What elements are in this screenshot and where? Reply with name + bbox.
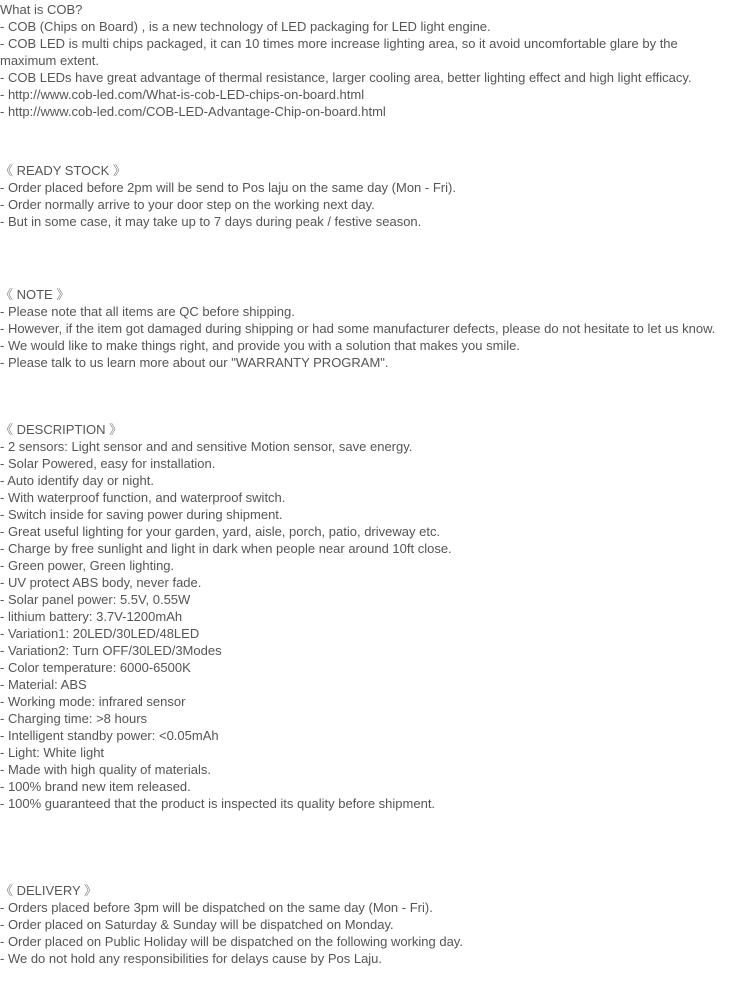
cob-line: - COB LEDs have great advantage of thermal resistance, larger cooling area, better lighting effect and high light efficacy. xyxy=(0,70,692,85)
cob-line: - COB (Chips on Board) , is a new technology of LED packaging for LED light engine. xyxy=(0,19,491,34)
note-line: - However, if the item got damaged during shipping or had some manufacturer defects, please do not hesitate to let us know. xyxy=(0,321,716,336)
what-is-cob-section xyxy=(0,1,735,120)
what-is-cob-title: What is COB? xyxy=(0,2,83,17)
delivery-line: - Order placed on Saturday & Sunday will be dispatched on Monday. xyxy=(0,917,394,932)
delivery-line: - We do not hold any responsibilities for delays cause by Pos Laju. xyxy=(0,951,383,966)
description-line: - Switch inside for saving power during shipment. xyxy=(0,507,283,522)
description-title: 《 DESCRIPTION 》 xyxy=(0,422,123,437)
ready-stock-title: 《 READY STOCK 》 xyxy=(0,163,126,178)
description-line: - Made with high quality of materials. xyxy=(0,762,211,777)
description-line: - Charge by free sunlight and light in dark when people near around 10ft close. xyxy=(0,541,452,556)
section-spacer xyxy=(0,120,735,162)
note-line: - Please note that all items are QC before shipping. xyxy=(0,304,295,319)
description-line: - Variation1: 20LED/30LED/48LED xyxy=(0,626,200,641)
section-spacer xyxy=(0,230,735,286)
description-line: - Charging time: >8 hours xyxy=(0,711,148,726)
note-section xyxy=(0,286,735,371)
section-spacer xyxy=(0,812,735,882)
ready-stock-section xyxy=(0,162,735,230)
description-line: - 100% brand new item released. xyxy=(0,779,191,794)
description-line: - Working mode: infrared sensor xyxy=(0,694,186,709)
description-line: - Light: White light xyxy=(0,745,105,760)
note-line: - Please talk to us learn more about our "WARRANTY PROGRAM". xyxy=(0,355,389,370)
ready-stock-line: - Order placed before 2pm will be send to Pos laju on the same day (Mon - Fri). xyxy=(0,180,456,195)
delivery-line: - Order placed on Public Holiday will be dispatched on the following working day. xyxy=(0,934,463,949)
description-line: - UV protect ABS body, never fade. xyxy=(0,575,202,590)
description-line: - Color temperature: 6000-6500K xyxy=(0,660,191,675)
description-line: - 100% guaranteed that the product is inspected its quality before shipment. xyxy=(0,796,436,811)
description-line: - Variation2: Turn OFF/30LED/3Modes xyxy=(0,643,222,658)
description-line: - Intelligent standby power: <0.05mAh xyxy=(0,728,219,743)
cob-link-line: - http://www.cob-led.com/What-is-cob-LED-chips-on-board.html xyxy=(0,87,365,102)
cob-line: - COB LED is multi chips packaged, it can 10 times more increase lighting area, so it avoid uncomfortable glare by the maximum extent. xyxy=(0,36,678,68)
delivery-line: - Orders placed before 3pm will be dispatched on the same day (Mon - Fri). xyxy=(0,900,433,915)
description-line: - Material: ABS xyxy=(0,677,87,692)
note-title: 《 NOTE 》 xyxy=(0,287,70,302)
note-line: - We would like to make things right, and provide you with a solution that makes you smile. xyxy=(0,338,521,353)
ready-stock-line: - But in some case, it may take up to 7 days during peak / festive season. xyxy=(0,214,422,229)
delivery-section xyxy=(0,882,735,967)
description-line: - Green power, Green lighting. xyxy=(0,558,175,573)
ready-stock-line: - Order normally arrive to your door step on the working next day. xyxy=(0,197,375,212)
cob-link-line: - http://www.cob-led.com/COB-LED-Advantage-Chip-on-board.html xyxy=(0,104,386,119)
description-line: - Great useful lighting for your garden, yard, aisle, porch, patio, driveway etc. xyxy=(0,524,441,539)
description-line: - Solar panel power: 5.5V, 0.55W xyxy=(0,592,191,607)
delivery-title: 《 DELIVERY 》 xyxy=(0,883,98,898)
section-spacer xyxy=(0,371,735,421)
description-section xyxy=(0,421,735,812)
description-line: - 2 sensors: Light sensor and and sensitive Motion sensor, save energy. xyxy=(0,439,413,454)
description-line: - lithium battery: 3.7V-1200mAh xyxy=(0,609,183,624)
description-line: - With waterproof function, and waterproof switch. xyxy=(0,490,286,505)
description-line: - Auto identify day or night. xyxy=(0,473,154,488)
description-line: - Solar Powered, easy for installation. xyxy=(0,456,216,471)
